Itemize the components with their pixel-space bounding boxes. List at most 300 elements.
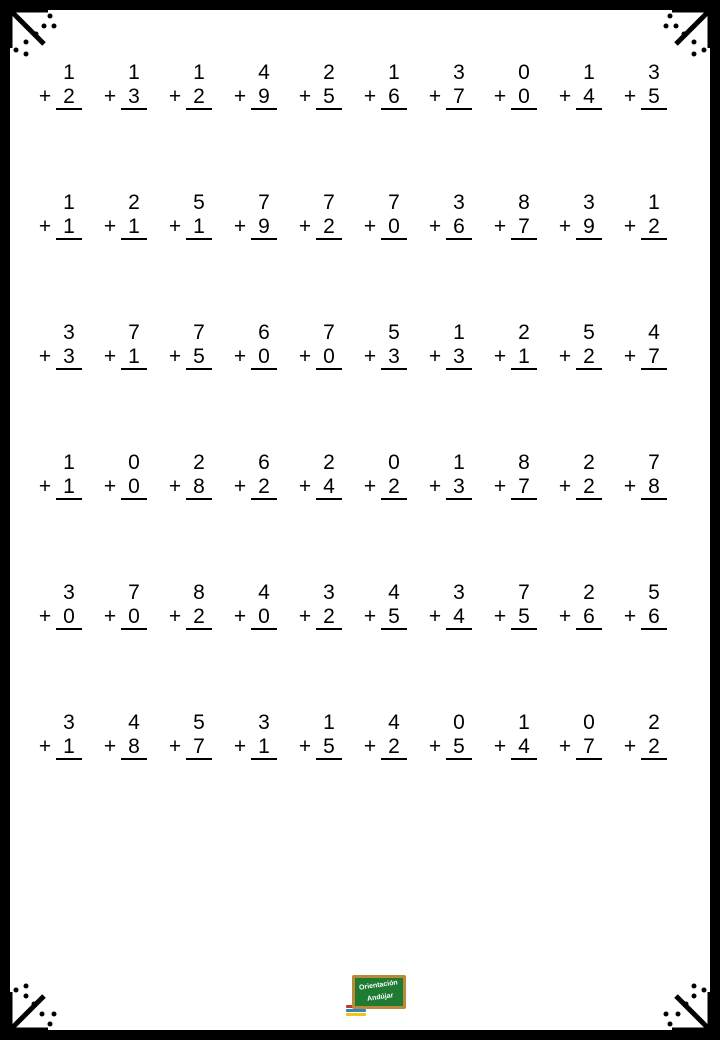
plus-sign: + [233, 475, 247, 498]
plus-sign: + [168, 735, 182, 758]
addend-top: 0 [518, 61, 530, 84]
plus-sign: + [298, 345, 312, 368]
answer-line [56, 758, 82, 760]
addend-bottom: 8 [128, 735, 140, 758]
plus-sign: + [103, 735, 117, 758]
addend-bottom: 5 [193, 345, 205, 368]
addition-problem [428, 192, 468, 252]
plus-sign: + [233, 605, 247, 628]
addend-bottom: 9 [258, 215, 270, 238]
plus-sign: + [103, 475, 117, 498]
addition-problem [298, 62, 338, 122]
plus-sign: + [623, 215, 637, 238]
plus-sign: + [168, 85, 182, 108]
answer-line [446, 238, 472, 240]
addend-bottom: 6 [388, 85, 400, 108]
addition-problem [363, 322, 403, 382]
addend-bottom: 6 [648, 605, 660, 628]
addend-bottom: 2 [388, 475, 400, 498]
addend-bottom: 2 [193, 605, 205, 628]
addition-problem [558, 452, 598, 512]
answer-line [316, 108, 342, 110]
addition-problem [103, 322, 143, 382]
answer-line [446, 758, 472, 760]
answer-line [316, 628, 342, 630]
addition-problem [103, 712, 143, 772]
answer-line [251, 758, 277, 760]
addend-top: 1 [128, 61, 140, 84]
addend-top: 4 [388, 711, 400, 734]
addend-top: 4 [258, 581, 270, 604]
plus-sign: + [38, 475, 52, 498]
answer-line [511, 368, 537, 370]
addend-bottom: 6 [453, 215, 465, 238]
addend-bottom: 1 [518, 345, 530, 368]
addend-top: 0 [388, 451, 400, 474]
addend-top: 4 [648, 321, 660, 344]
addition-problem [298, 322, 338, 382]
addition-problem [558, 62, 598, 122]
answer-line [121, 108, 147, 110]
addend-bottom: 7 [518, 475, 530, 498]
addend-bottom: 0 [258, 345, 270, 368]
addend-bottom: 5 [518, 605, 530, 628]
addition-problem [298, 452, 338, 512]
answer-line [511, 758, 537, 760]
addend-bottom: 7 [583, 735, 595, 758]
addition-problem [168, 712, 208, 772]
addend-top: 2 [648, 711, 660, 734]
addition-problem [298, 712, 338, 772]
addition-problem [168, 192, 208, 252]
plus-sign: + [493, 215, 507, 238]
addend-bottom: 5 [323, 735, 335, 758]
plus-sign: + [168, 605, 182, 628]
answer-line [576, 368, 602, 370]
plus-sign: + [298, 605, 312, 628]
addend-top: 8 [518, 191, 530, 214]
plus-sign: + [298, 85, 312, 108]
addition-problem [623, 62, 663, 122]
plus-sign: + [233, 215, 247, 238]
plus-sign: + [103, 605, 117, 628]
addend-top: 1 [63, 451, 75, 474]
addend-bottom: 8 [648, 475, 660, 498]
addend-top: 1 [63, 191, 75, 214]
addend-top: 2 [583, 581, 595, 604]
answer-line [446, 368, 472, 370]
answer-line [316, 238, 342, 240]
answer-line [251, 108, 277, 110]
addend-bottom: 3 [63, 345, 75, 368]
addend-top: 3 [453, 61, 465, 84]
answer-line [446, 498, 472, 500]
addend-top: 1 [453, 451, 465, 474]
addend-top: 1 [518, 711, 530, 734]
addition-problem [493, 192, 533, 252]
answer-line [251, 628, 277, 630]
addition-problem [493, 322, 533, 382]
addend-bottom: 3 [128, 85, 140, 108]
orientacion-andujar-logo [346, 975, 410, 1017]
addend-top: 3 [453, 581, 465, 604]
addition-problem [493, 712, 533, 772]
plus-sign: + [623, 735, 637, 758]
addend-top: 0 [128, 451, 140, 474]
addition-problem [493, 452, 533, 512]
plus-sign: + [428, 345, 442, 368]
addend-bottom: 7 [648, 345, 660, 368]
answer-line [446, 628, 472, 630]
answer-line [576, 498, 602, 500]
addend-top: 7 [128, 321, 140, 344]
answer-line [446, 108, 472, 110]
answer-line [121, 628, 147, 630]
addend-top: 4 [258, 61, 270, 84]
addend-top: 3 [453, 191, 465, 214]
addend-bottom: 3 [453, 475, 465, 498]
addition-problem [38, 582, 78, 642]
addend-top: 4 [128, 711, 140, 734]
addition-problem [623, 712, 663, 772]
plus-sign: + [233, 345, 247, 368]
addend-top: 1 [193, 61, 205, 84]
addition-problem [103, 192, 143, 252]
addition-problem [363, 62, 403, 122]
addend-bottom: 1 [63, 475, 75, 498]
addition-problem [428, 582, 468, 642]
addend-top: 8 [518, 451, 530, 474]
plus-sign: + [493, 735, 507, 758]
addition-problem [38, 452, 78, 512]
addition-problem [298, 192, 338, 252]
answer-line [316, 368, 342, 370]
addition-problem [168, 452, 208, 512]
addend-bottom: 0 [128, 475, 140, 498]
plus-sign: + [623, 85, 637, 108]
plus-sign: + [38, 345, 52, 368]
addend-top: 3 [258, 711, 270, 734]
plus-sign: + [298, 735, 312, 758]
addend-top: 1 [453, 321, 465, 344]
answer-line [381, 108, 407, 110]
answer-line [186, 108, 212, 110]
addend-top: 1 [388, 61, 400, 84]
answer-line [641, 238, 667, 240]
addend-bottom: 5 [648, 85, 660, 108]
answer-line [251, 498, 277, 500]
plus-sign: + [233, 85, 247, 108]
addend-top: 7 [323, 321, 335, 344]
addend-bottom: 1 [128, 345, 140, 368]
plus-sign: + [38, 605, 52, 628]
addition-problem [428, 62, 468, 122]
addend-bottom: 0 [323, 345, 335, 368]
plus-sign: + [623, 605, 637, 628]
answer-line [641, 108, 667, 110]
addend-bottom: 2 [648, 215, 660, 238]
addend-bottom: 2 [323, 215, 335, 238]
answer-line [641, 368, 667, 370]
logo-line-1: Orientación [358, 979, 399, 992]
addend-top: 3 [323, 581, 335, 604]
addition-problem [623, 452, 663, 512]
addition-problem [233, 192, 273, 252]
addend-top: 7 [128, 581, 140, 604]
plus-sign: + [363, 345, 377, 368]
addition-problem [363, 582, 403, 642]
addend-bottom: 5 [388, 605, 400, 628]
addition-problem [623, 192, 663, 252]
addend-top: 2 [193, 451, 205, 474]
addend-bottom: 7 [518, 215, 530, 238]
addition-problem [233, 712, 273, 772]
addend-bottom: 1 [63, 735, 75, 758]
answer-line [381, 758, 407, 760]
addition-problem [623, 582, 663, 642]
plus-sign: + [363, 735, 377, 758]
addend-top: 3 [63, 711, 75, 734]
plus-sign: + [493, 85, 507, 108]
plus-sign: + [298, 215, 312, 238]
addition-problem [428, 712, 468, 772]
plus-sign: + [428, 215, 442, 238]
addend-top: 2 [128, 191, 140, 214]
addend-bottom: 9 [583, 215, 595, 238]
answer-line [121, 368, 147, 370]
addend-top: 3 [63, 321, 75, 344]
addition-problem [428, 322, 468, 382]
answer-line [381, 238, 407, 240]
plus-sign: + [558, 215, 572, 238]
addition-problem [38, 322, 78, 382]
addend-bottom: 1 [258, 735, 270, 758]
answer-line [56, 368, 82, 370]
addend-top: 7 [388, 191, 400, 214]
answer-line [121, 238, 147, 240]
answer-line [511, 238, 537, 240]
plus-sign: + [558, 475, 572, 498]
addition-problem [558, 582, 598, 642]
addend-bottom: 4 [518, 735, 530, 758]
answer-line [186, 628, 212, 630]
addend-bottom: 3 [388, 345, 400, 368]
addend-bottom: 4 [323, 475, 335, 498]
addend-bottom: 6 [583, 605, 595, 628]
addend-bottom: 1 [63, 215, 75, 238]
answer-line [641, 628, 667, 630]
addend-bottom: 7 [193, 735, 205, 758]
plus-sign: + [558, 605, 572, 628]
answer-line [576, 758, 602, 760]
answer-line [511, 108, 537, 110]
answer-line [316, 498, 342, 500]
answer-line [381, 368, 407, 370]
addition-problem [103, 62, 143, 122]
plus-sign: + [363, 215, 377, 238]
addend-bottom: 2 [583, 475, 595, 498]
plus-sign: + [103, 345, 117, 368]
addend-top: 1 [583, 61, 595, 84]
addend-bottom: 2 [323, 605, 335, 628]
answer-line [251, 368, 277, 370]
addend-top: 0 [453, 711, 465, 734]
addend-bottom: 0 [258, 605, 270, 628]
addition-problem [233, 452, 273, 512]
addition-problem [558, 712, 598, 772]
answer-line [121, 758, 147, 760]
addend-bottom: 0 [388, 215, 400, 238]
addition-problem [623, 322, 663, 382]
addition-problem [298, 582, 338, 642]
answer-line [186, 758, 212, 760]
plus-sign: + [168, 215, 182, 238]
answer-line [641, 498, 667, 500]
addend-top: 1 [63, 61, 75, 84]
plus-sign: + [493, 345, 507, 368]
answer-line [121, 498, 147, 500]
plus-sign: + [428, 605, 442, 628]
addition-problem [168, 62, 208, 122]
plus-sign: + [428, 735, 442, 758]
addend-top: 3 [63, 581, 75, 604]
addend-top: 5 [388, 321, 400, 344]
answer-line [186, 238, 212, 240]
addend-top: 2 [323, 61, 335, 84]
addition-problem [233, 62, 273, 122]
answer-line [56, 628, 82, 630]
addition-problem [233, 322, 273, 382]
plus-sign: + [558, 735, 572, 758]
answer-line [316, 758, 342, 760]
addition-problem [558, 192, 598, 252]
chalkboard [352, 975, 406, 1009]
answer-line [576, 108, 602, 110]
addition-problem [38, 712, 78, 772]
addition-problem [558, 322, 598, 382]
answer-line [56, 108, 82, 110]
addend-top: 2 [583, 451, 595, 474]
addend-top: 7 [258, 191, 270, 214]
addition-problem [103, 582, 143, 642]
plus-sign: + [623, 345, 637, 368]
addition-problem [428, 452, 468, 512]
plus-sign: + [168, 345, 182, 368]
plus-sign: + [363, 605, 377, 628]
plus-sign: + [363, 475, 377, 498]
logo-line-2: Andújar [366, 992, 394, 1003]
addend-top: 6 [258, 451, 270, 474]
addition-problem [38, 62, 78, 122]
plus-sign: + [558, 345, 572, 368]
addition-problem [493, 62, 533, 122]
addition-problem [168, 322, 208, 382]
addend-bottom: 4 [453, 605, 465, 628]
addition-problem [363, 712, 403, 772]
addend-top: 4 [388, 581, 400, 604]
plus-sign: + [38, 85, 52, 108]
addend-bottom: 1 [193, 215, 205, 238]
answer-line [56, 238, 82, 240]
addend-top: 1 [323, 711, 335, 734]
answer-line [381, 628, 407, 630]
plus-sign: + [168, 475, 182, 498]
addend-top: 5 [583, 321, 595, 344]
addend-bottom: 2 [388, 735, 400, 758]
answer-line [56, 498, 82, 500]
answer-line [381, 498, 407, 500]
addition-problem [168, 582, 208, 642]
addend-bottom: 8 [193, 475, 205, 498]
plus-sign: + [38, 215, 52, 238]
answer-line [511, 498, 537, 500]
addend-top: 7 [518, 581, 530, 604]
addend-top: 3 [648, 61, 660, 84]
addend-top: 2 [518, 321, 530, 344]
addition-problem [363, 192, 403, 252]
plus-sign: + [493, 475, 507, 498]
addend-top: 5 [193, 191, 205, 214]
addend-top: 7 [193, 321, 205, 344]
addend-top: 3 [583, 191, 595, 214]
addend-bottom: 2 [583, 345, 595, 368]
answer-line [576, 628, 602, 630]
answer-line [186, 368, 212, 370]
addend-bottom: 0 [518, 85, 530, 108]
plus-sign: + [298, 475, 312, 498]
corner-ornament-bottom-right [656, 976, 716, 1036]
addend-top: 8 [193, 581, 205, 604]
addend-bottom: 0 [128, 605, 140, 628]
addend-top: 7 [648, 451, 660, 474]
addition-problem [363, 452, 403, 512]
plus-sign: + [428, 85, 442, 108]
addition-problem [38, 192, 78, 252]
addend-top: 0 [583, 711, 595, 734]
plus-sign: + [103, 215, 117, 238]
plus-sign: + [363, 85, 377, 108]
addend-top: 7 [323, 191, 335, 214]
addend-top: 1 [648, 191, 660, 214]
addend-bottom: 5 [453, 735, 465, 758]
plus-sign: + [623, 475, 637, 498]
addend-bottom: 0 [63, 605, 75, 628]
plus-sign: + [558, 85, 572, 108]
addend-top: 6 [258, 321, 270, 344]
plus-sign: + [493, 605, 507, 628]
answer-line [251, 238, 277, 240]
addend-top: 5 [193, 711, 205, 734]
addend-bottom: 2 [63, 85, 75, 108]
addend-bottom: 2 [648, 735, 660, 758]
addend-bottom: 7 [453, 85, 465, 108]
plus-sign: + [233, 735, 247, 758]
addend-bottom: 2 [193, 85, 205, 108]
corner-ornament-bottom-left [4, 976, 64, 1036]
plus-sign: + [103, 85, 117, 108]
addend-bottom: 2 [258, 475, 270, 498]
addend-top: 2 [323, 451, 335, 474]
addition-problem [493, 582, 533, 642]
answer-line [186, 498, 212, 500]
addend-bottom: 1 [128, 215, 140, 238]
addition-problem [233, 582, 273, 642]
plus-sign: + [38, 735, 52, 758]
addend-top: 5 [648, 581, 660, 604]
addition-problem [103, 452, 143, 512]
addend-bottom: 3 [453, 345, 465, 368]
addend-bottom: 4 [583, 85, 595, 108]
